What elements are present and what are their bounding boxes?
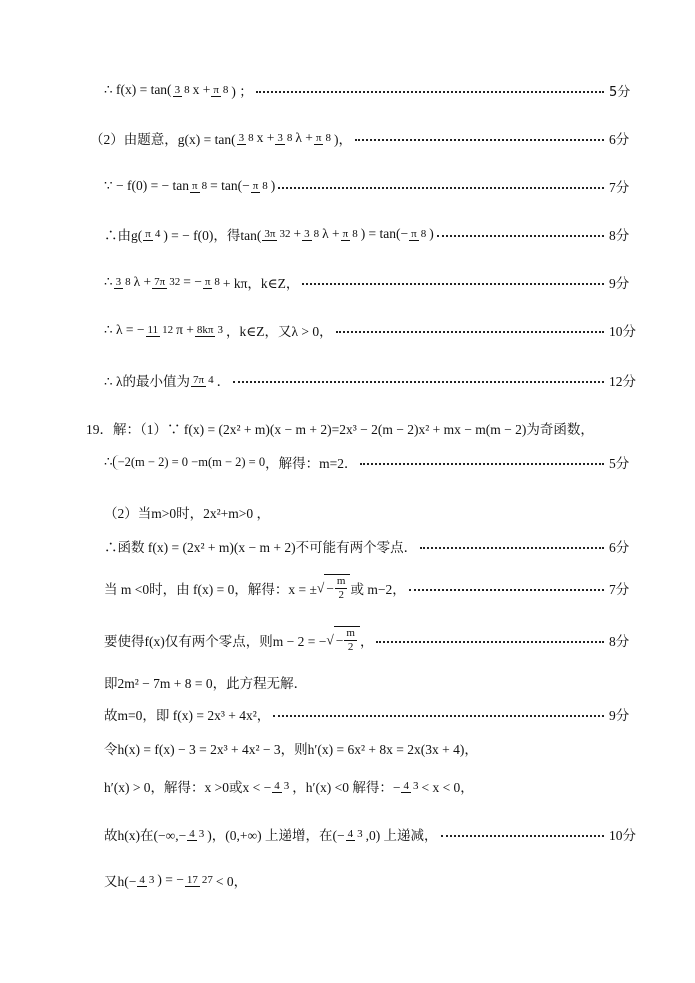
leader-dots [441,835,604,837]
fraction: 3π 32 [264,227,291,240]
fraction: π 4 [145,227,161,240]
line-17: h′(x) > 0，解得：x >0或x < − 4 3 ，h′(x) <0 解得：− 4 3 < x < 0， [104,779,474,795]
fraction: 4 3 [139,873,155,886]
line-14: 即2m² − 7m + 8 = 0，此方程无解． [104,676,308,691]
fraction: π 8 [342,227,358,240]
line-13: 要使得f(x)仅有两个零点，则m − 2 = − √ − $\frac{m}{2}$ ， 8分 [0,626,695,654]
fraction: 11 12 [147,323,174,336]
line-11: ∴函数 f(x) = (2x² + m)(x − m + 2)不可能有两个零点． 6分 [0,536,695,556]
score: 8分 [609,634,630,649]
line-5: ∴ 3 8 λ + 7π 32 = − π 8 + kπ，k∈Z， 9分 [0,272,695,292]
fraction: π 8 [411,227,427,240]
score: 6分 [609,132,630,147]
fraction: 7π 32 [154,275,181,288]
fraction: 8kπ 3 [196,323,223,336]
line-12: 当 m <0时，由 f(x) = 0，解得：x = ± √ − $\frac{m}{2}$ 或 m−2， 7分 [0,574,695,602]
leader-dots [409,589,604,591]
fraction: 4 3 [347,827,363,840]
fraction: 7π 4 [193,373,214,386]
fraction: 3 8 [238,131,254,144]
line-4: ∴由g( π 4 ) = − f(0)，得tan( 3π 32 + 3 8 λ + π 8 ) = tan(− π 8 ) 8分 [0,224,695,244]
line-19: 又h(− 4 3 ) = − 17 27 < 0， [104,872,248,889]
fraction: π 8 [315,131,331,144]
score: 7分 [609,180,630,195]
leader-dots [278,187,604,189]
line-7: ∴ λ的最小值为 7π 4 ． 12分 [0,370,695,390]
line-16: 令h(x) = f(x) − 3 = 2x³ + 4x² − 3，则h′(x) = 6x² + 8x = 2x(3x + 4)， [104,742,478,757]
score: 5分 [609,456,630,471]
leader-dots [233,381,604,383]
line-8 [0,418,695,438]
text: ∴ f(x) = tan( [104,82,172,97]
leader-dots [256,91,604,93]
line-18: 故h(x)在(−∞,− 4 3 )，(0,+∞) 上递增，在(− 4 3 ,0) 上递减， 10分 [0,824,695,844]
equation-system: −2(m − 2) = 0 −m(m − 2) = 0 [113,455,266,470]
score: 9分 [609,708,630,723]
fraction: 4 3 [189,827,205,840]
fraction: 3 8 [277,131,293,144]
line-3: ∵ − f(0) = − tan π 8 = tan(− π 8 ) 7分 [0,176,695,196]
leader-dots [273,715,604,717]
leader-dots [302,283,604,285]
score: 9分 [609,276,630,291]
score: 12分 [609,374,636,389]
score: 6分 [609,540,630,555]
fraction: 3 8 [115,275,131,288]
score: 7分 [609,582,630,597]
leader-dots [437,235,604,237]
line-9: ∴ −2(m − 2) = 0 −m(m − 2) = 0 ，解得：m=2． 5分 [0,452,695,472]
fraction: 4 3 [403,779,419,792]
line-6: ∴ λ = − 11 12 π + 8kπ 3 ，k∈Z，又λ > 0， 10分 [0,320,695,340]
leader-dots [376,641,604,643]
square-root: √ − $\frac{m}{2}$ [326,626,360,654]
line-10: （2）当m>0时，2x²+m>0 ， [104,506,271,521]
problem-19-heading: 19．解：（1）∵ f(x) = (2x² + m)(x − m + 2)=2x³ − 2(m − 2)x² + mx − m(m − 2)为奇函数， [86,422,594,437]
square-root: √ − $\frac{m}{2}$ [317,574,351,602]
line-15: 故m=0，即 f(x) = 2x³ + 4x²， 9分 [0,704,695,724]
fraction: π 8 [192,179,208,192]
fraction: 17 27 [186,873,213,886]
leader-dots [336,331,604,333]
score: 5分 [609,84,631,100]
line-2: （2）由题意，g(x) = tan( 3 8 x + 3 8 λ + π 8 )， 6分 [0,128,695,148]
fraction: π 8 [252,179,268,192]
score: 10分 [609,324,636,339]
score: 10分 [609,828,636,843]
leader-dots [360,463,604,465]
fraction: 3 8 [304,227,320,240]
fraction: 3 8 [174,83,190,96]
fraction: 4 3 [274,779,290,792]
leader-dots [420,547,604,549]
fraction: π 8 [204,275,220,288]
score: 8分 [609,228,630,243]
leader-dots [355,139,604,141]
line-1: ∴ f(x) = tan( 3 8 x + π 8 ) ； 5分 [0,80,695,100]
fraction: π 8 [213,83,229,96]
